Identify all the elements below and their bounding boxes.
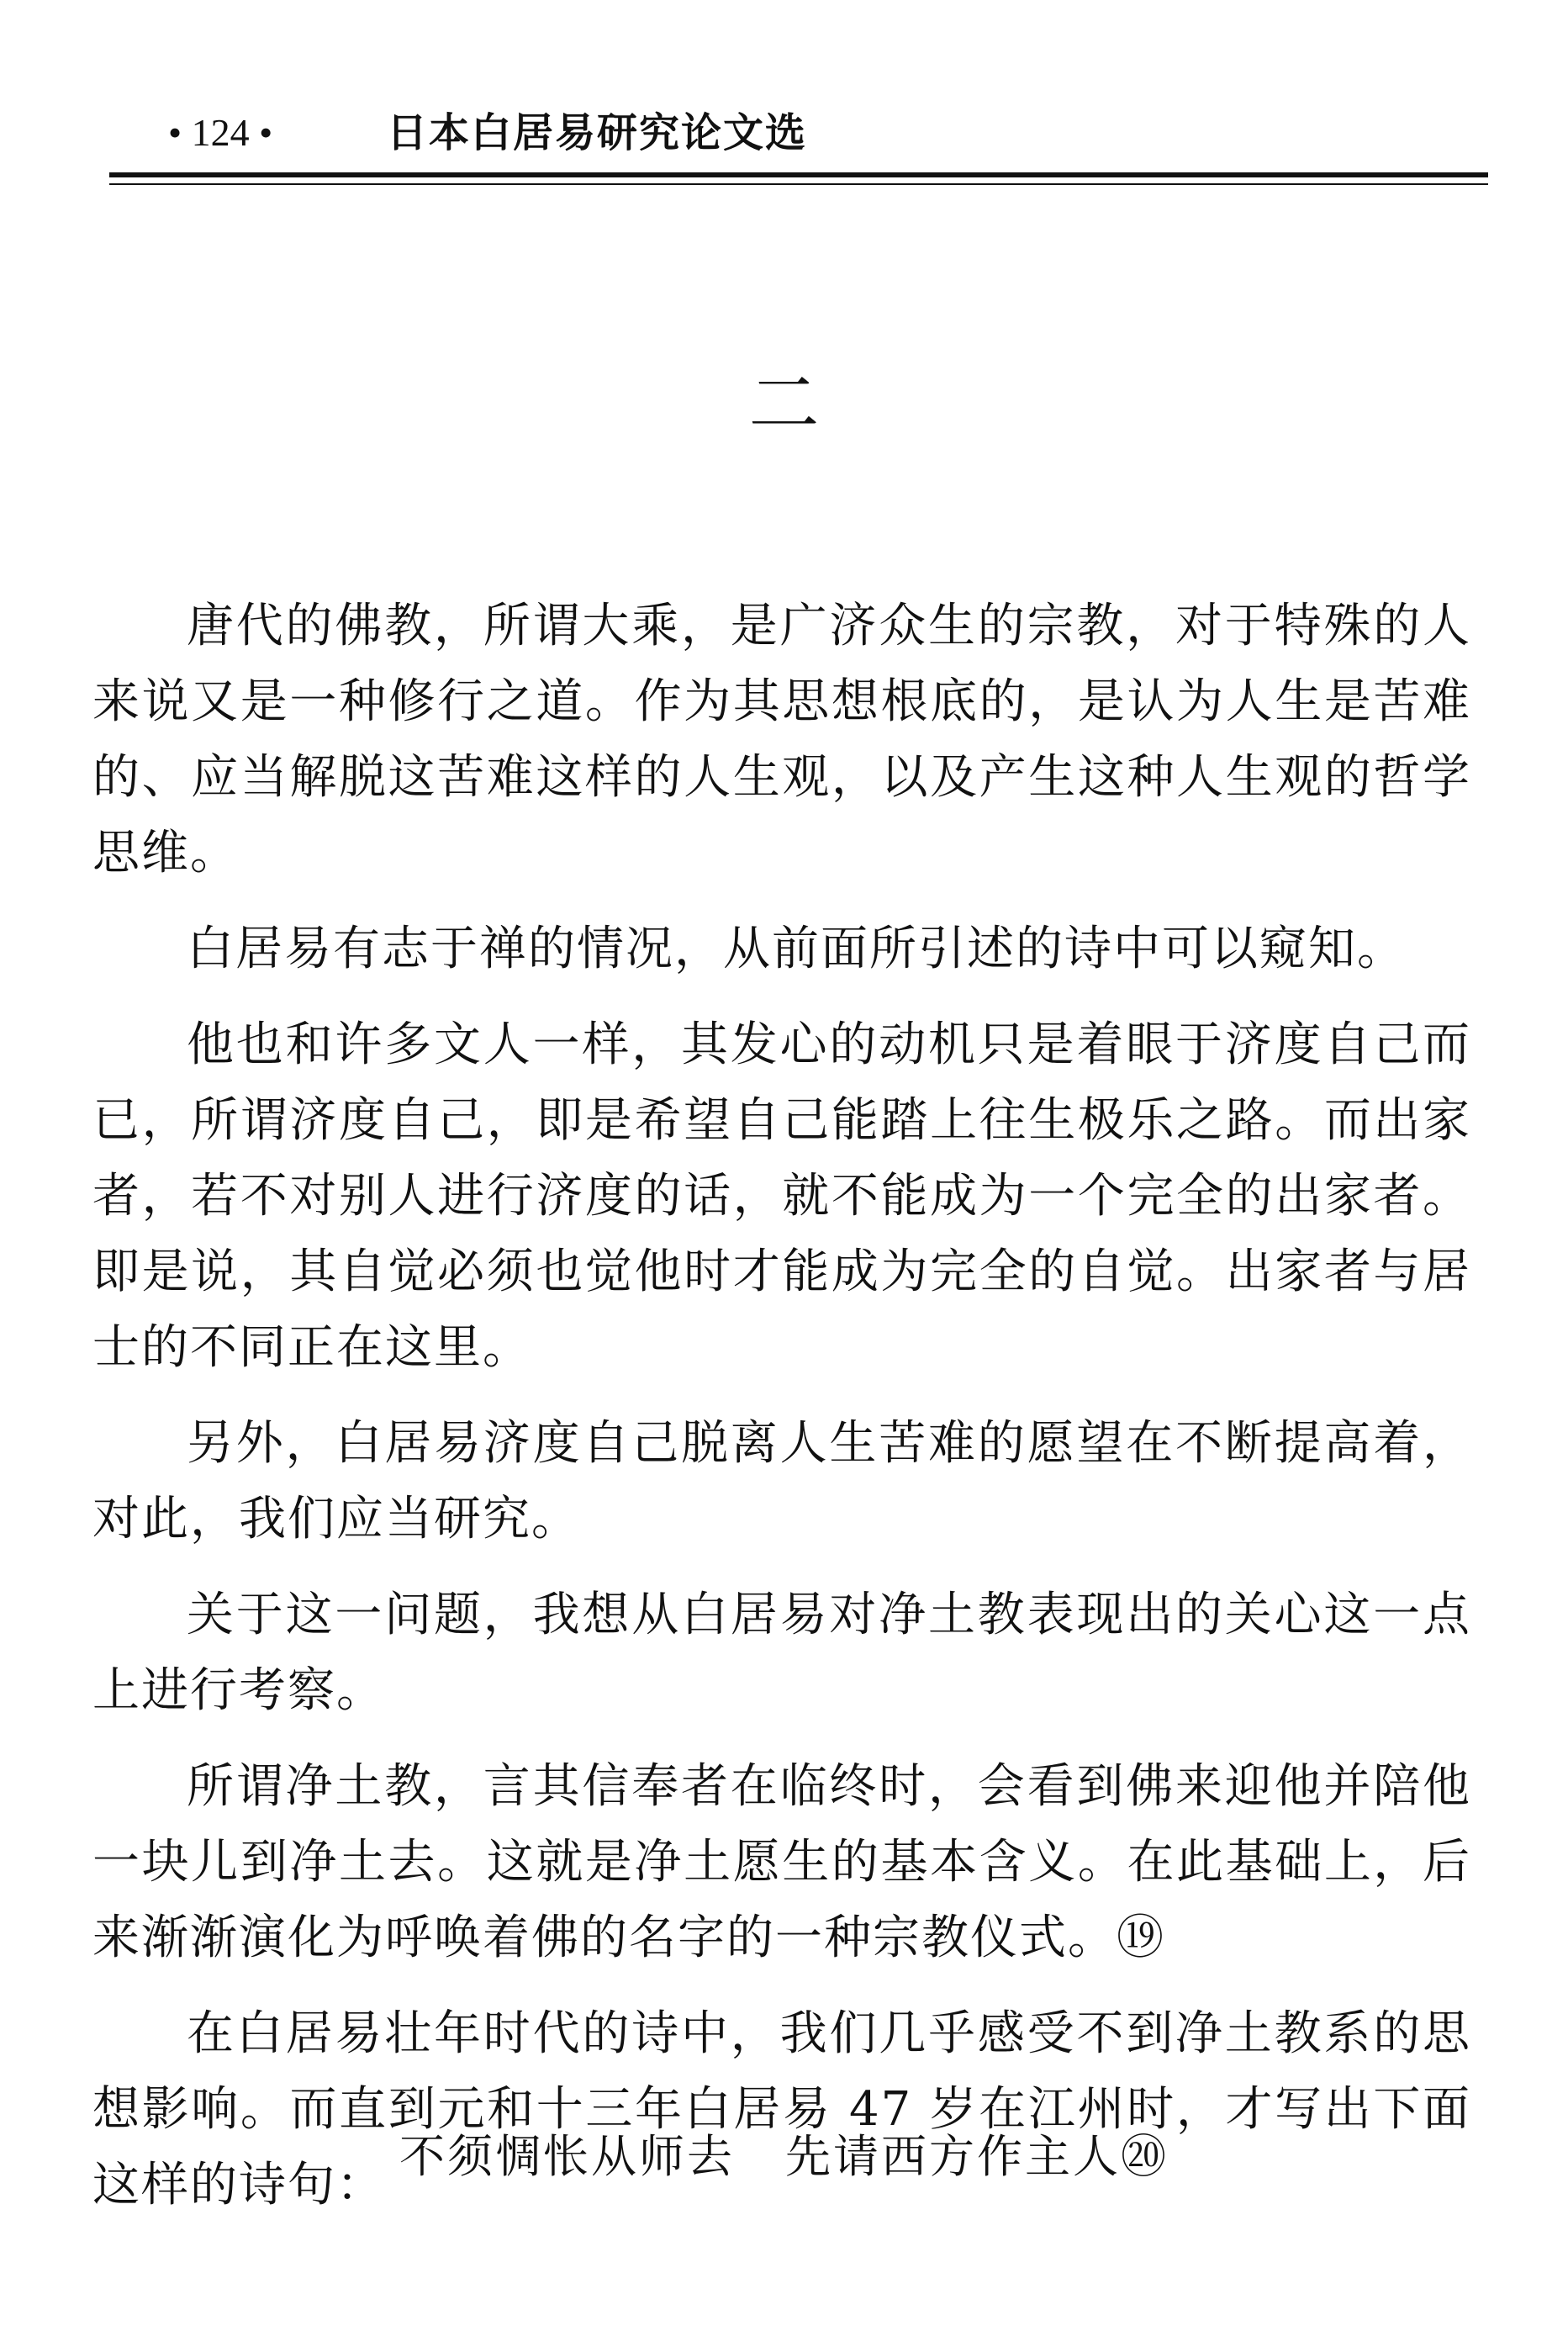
book-title: 日本白居易研究论文选 (387, 109, 808, 156)
poem-line-1: 不须惆怅从师去 (399, 2130, 735, 2183)
paragraph-7: 在白居易壮年时代的诗中，我们几乎感受不到净土教系的思想影响。而直到元和十三年白居易 47 岁在江州时，才写出下面这样的诗句： (92, 2006, 1471, 2212)
paragraph-1: 唐代的佛教，所谓大乘，是广济众生的宗教，对于特殊的人来说又是一种修行之道。作为其思想根底的，是认为人生是苦难的、应当解脱这苦难这样的人生观，以及产生这种人生观的哲学思维。 (92, 599, 1471, 880)
poem-line-2: 先请西方作主人⑳ (785, 2130, 1169, 2183)
section-heading: 二 (748, 362, 820, 445)
paragraph-4: 另外，白居易济度自己脱离人生苦难的愿望在不断提高着，对此，我们应当研究。 (92, 1416, 1471, 1546)
poem-quote (0, 2119, 1568, 2195)
paragraph-3: 他也和许多文人一样，其发心的动机只是着眼于济度自己而已，所谓济度自己，即是希望自己能踏上往生极乐之路。而出家者，若不对别人进行济度的话，就不能成为一个完全的出家者。即是说，其自觉必须也觉他时才能成为完全的自觉。出家者与居士的不同正在这里。 (92, 1018, 1471, 1375)
page-header (109, 99, 1488, 166)
page-number: • 124 • (168, 111, 273, 154)
paragraph-6: 所谓净土教，言其信奉者在临终时，会看到佛来迎他并陪他一块儿到净土去。这就是净土愿生的基本含义。在此基础上，后来渐渐演化为呼唤着佛的名字的一种宗教仪式。⑲ (92, 1759, 1471, 1965)
header-rule-thin (109, 183, 1488, 185)
paragraph-2: 白居易有志于禅的情况，从前面所引述的诗中可以窥知。 (187, 922, 1406, 976)
paragraph-5: 关于这一问题，我想从白居易对净土教表现出的关心这一点上进行考察。 (92, 1588, 1471, 1718)
body-text (92, 589, 1471, 2244)
header-rule-thick (109, 172, 1488, 177)
